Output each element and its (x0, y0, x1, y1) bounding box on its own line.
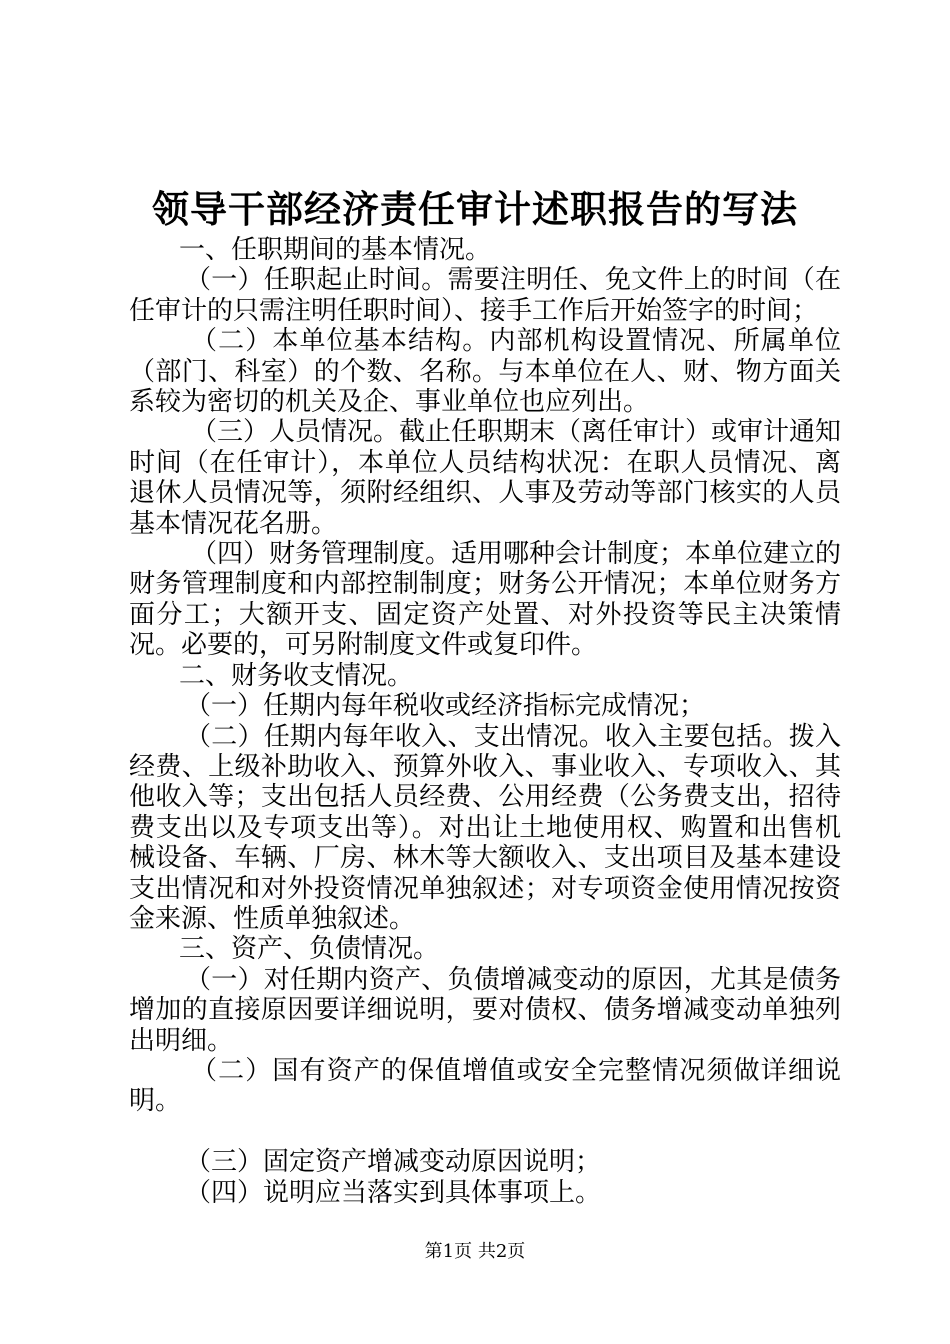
paragraph-2-1: （一）任期内每年税收或经济指标完成情况； (185, 691, 706, 722)
paragraph-1-2: （二）本单位基本结构。内部机构设置情况、所属单位（部门、科室）的个数、名称。与本单位在人、财、物方面关系较为密切的机关及企、事业单位也应列出。 (129, 326, 841, 418)
blank-line (129, 1117, 841, 1147)
paragraph-1-1: （一）任职起止时间。需要注明任、免文件上的时间（在任审计的只需注明任职时间）、接手工作后开始签字的时间； (129, 265, 841, 326)
paragraph-3-3: （三）固定资产增减变动原因说明； (185, 1147, 602, 1178)
paragraph-3-2: （二）国有资产的保值增值或安全完整情况须做详细说明。 (129, 1055, 841, 1117)
section-heading-3: 三、资产、负债情况。 (179, 934, 440, 965)
document-body (129, 235, 841, 1208)
document-title: 领导干部经济责任审计述职报告的写法 (152, 187, 798, 231)
paragraph-2-2: （二）任期内每年收入、支出情况。收入主要包括。拨入经费、上级补助收入、预算外收入、事业收入、专项收入、其他收入等；支出包括人员经费、公用经费（公务费支出，招待费支出以及专项支出等）。对出让土地使用权、购置和出售机械设备、车辆、厂房、林木等大额收入、支出项目及基本建设支出情况和对外投资情况单独叙述；对专项资金使用情况按资金来源、性质单独叙述。 (129, 721, 841, 934)
paragraph-1-3: （三）人员情况。截止任职期末（离任审计）或审计通知时间（在任审计），本单位人员结构状况：在职人员情况、离退休人员情况等，须附经组织、人事及劳动等部门核实的人员基本情况花名册。 (129, 417, 842, 539)
paragraph-3-1: （一）对任期内资产、负债增减变动的原因，尤其是债务增加的直接原因要详细说明，要对债权、债务增减变动单独列出明细。 (129, 964, 841, 1056)
page-footer: 第1页 共2页 (424, 1241, 526, 1262)
section-heading-2: 二、财务收支情况。 (179, 660, 414, 691)
paragraph-1-4: （四）财务管理制度。适用哪种会计制度；本单位建立的财务管理制度和内部控制制度；财务公开情况；本单位财务方面分工；大额开支、固定资产处置、对外投资等民主决策情况。必要的，可另附制度文件或复印件。 (129, 539, 842, 661)
paragraph-3-4: （四）说明应当落实到具体事项上。 (185, 1177, 602, 1208)
section-heading-1: 一、任职期间的基本情况。 (179, 235, 492, 265)
